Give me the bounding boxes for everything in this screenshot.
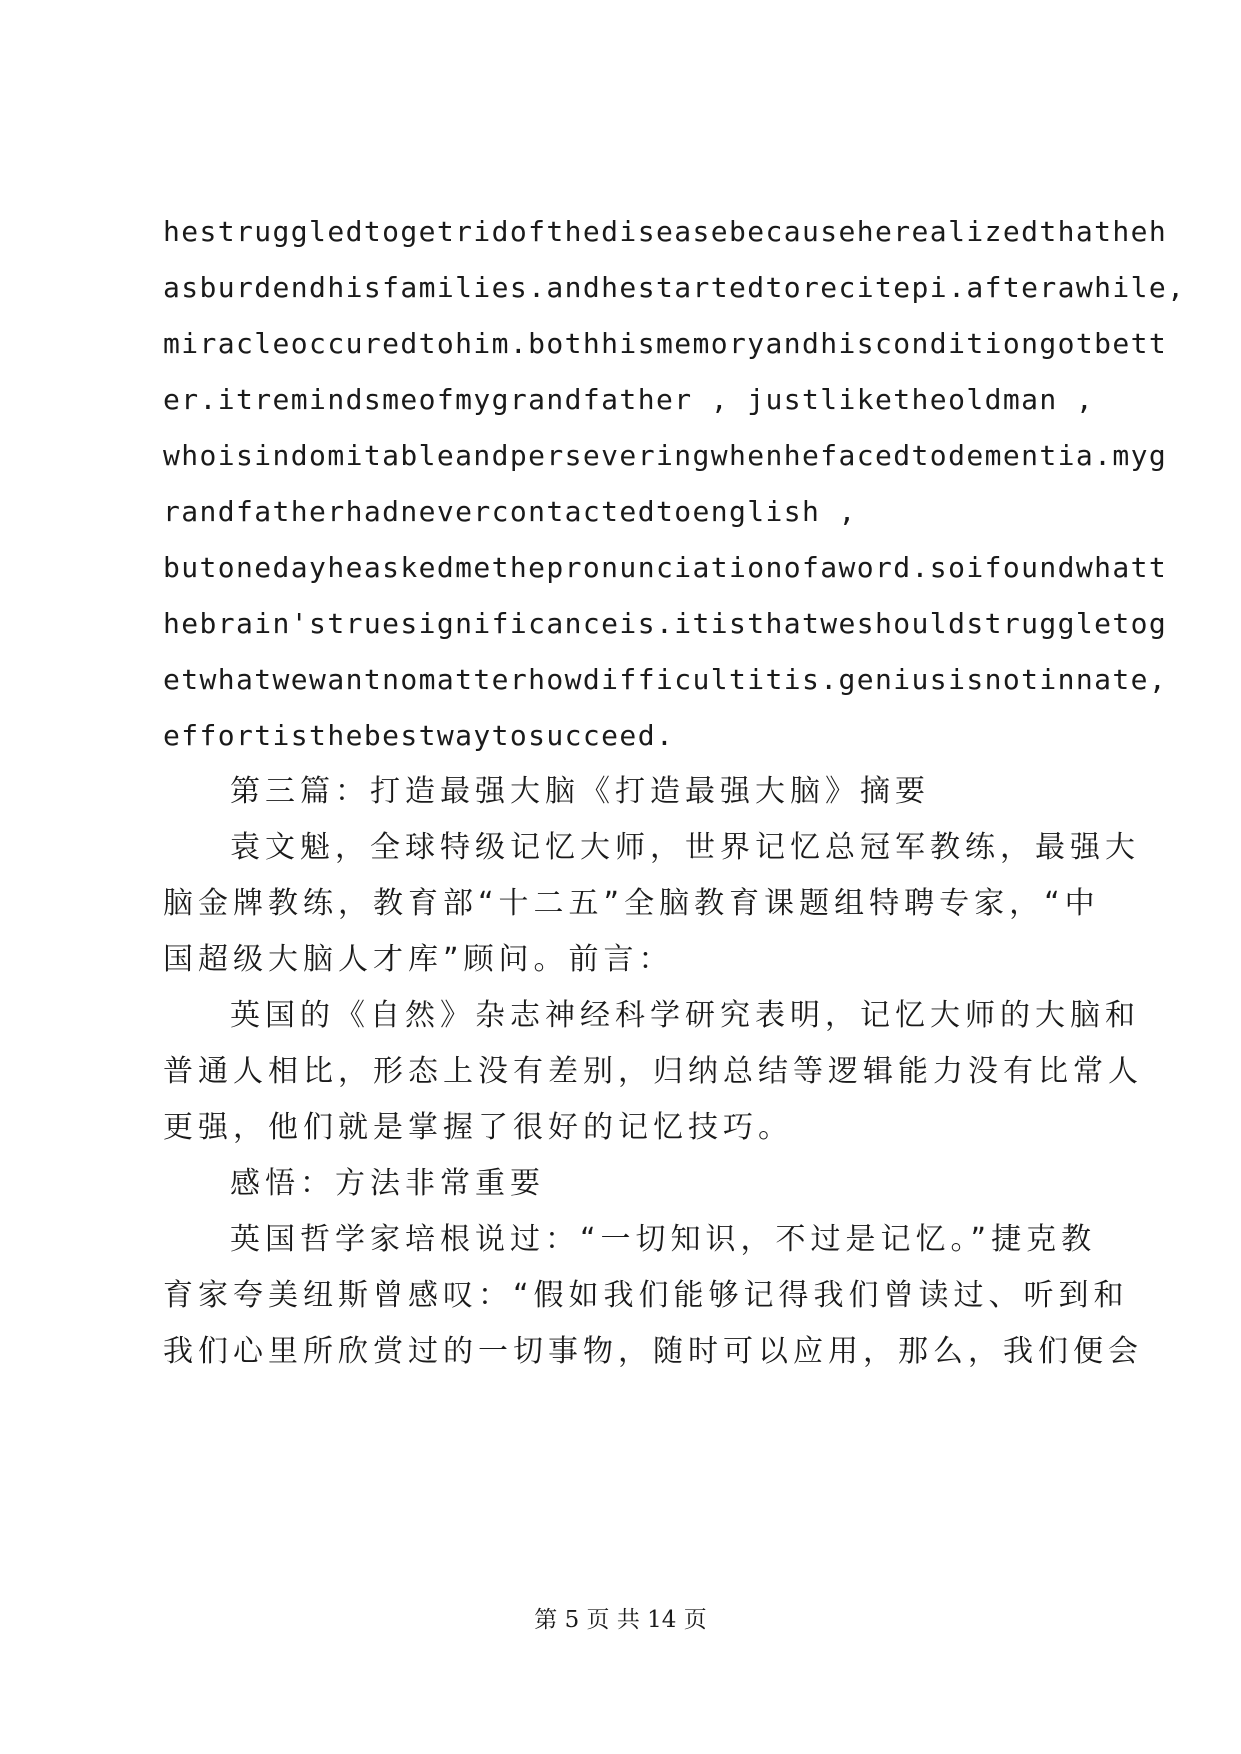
body-text-line: asburdendhisfamilies.andhestartedtorecitepi.afterawhile,	[163, 271, 1186, 304]
section-title: 第三篇：打造最强大脑《打造最强大脑》摘要	[230, 774, 930, 809]
paragraph-line: 英国的《自然》杂志神经科学研究表明，记忆大师的大脑和	[230, 998, 1140, 1033]
body-text-line: hebrain'struesignificanceis.itisthatweshouldstruggletog	[163, 607, 1168, 640]
author-intro-line: 袁文魁，全球特级记忆大师，世界记忆总冠军教练，最强大	[230, 830, 1140, 865]
body-text-line: hestruggledtogetridofthediseasebecauseherealizedthatheh	[163, 215, 1168, 248]
body-text-line: miracleoccuredtohim.bothhismemoryandhisconditiongotbett	[163, 327, 1168, 360]
body-text-line: etwhatwewantnomatterhowdifficultitis.geniusisnotinnate,	[163, 663, 1168, 696]
body-text-line: er.itremindsmeofmygrandfather , justliketheoldman ,	[163, 383, 1095, 416]
quote-line: 我们心里所欣赏过的一切事物，随时可以应用，那么，我们便会	[163, 1334, 1143, 1369]
body-text-line: randfatherhadnevercontactedtoenglish ,	[163, 495, 857, 528]
body-text-line: effortisthebestwaytosucceed.	[163, 719, 675, 752]
body-text-line: butonedayheaskedmethepronunciationofaword.soifoundwhatt	[163, 551, 1168, 584]
author-intro-line: 脑金牌教练，教育部“十二五”全脑教育课题组特聘专家，“中	[163, 886, 1100, 921]
author-intro-line: 国超级大脑人才库”顾问。前言：	[163, 942, 674, 977]
paragraph-line: 普通人相比，形态上没有差别，归纳总结等逻辑能力没有比常人	[163, 1054, 1143, 1089]
quote-line: 英国哲学家培根说过：“一切知识，不过是记忆。”捷克教	[230, 1222, 1097, 1257]
quote-line: 育家夸美纽斯曾感叹：“假如我们能够记得我们曾读过、听到和	[163, 1278, 1129, 1313]
page-footer: 第 5 页 共 14 页	[534, 1607, 707, 1633]
paragraph-line: 更强，他们就是掌握了很好的记忆技巧。	[163, 1110, 793, 1145]
body-text-line: whoisindomitableandperseveringwhenhefacedtodementia.myg	[163, 439, 1168, 472]
insight-heading: 感悟：方法非常重要	[230, 1166, 545, 1201]
